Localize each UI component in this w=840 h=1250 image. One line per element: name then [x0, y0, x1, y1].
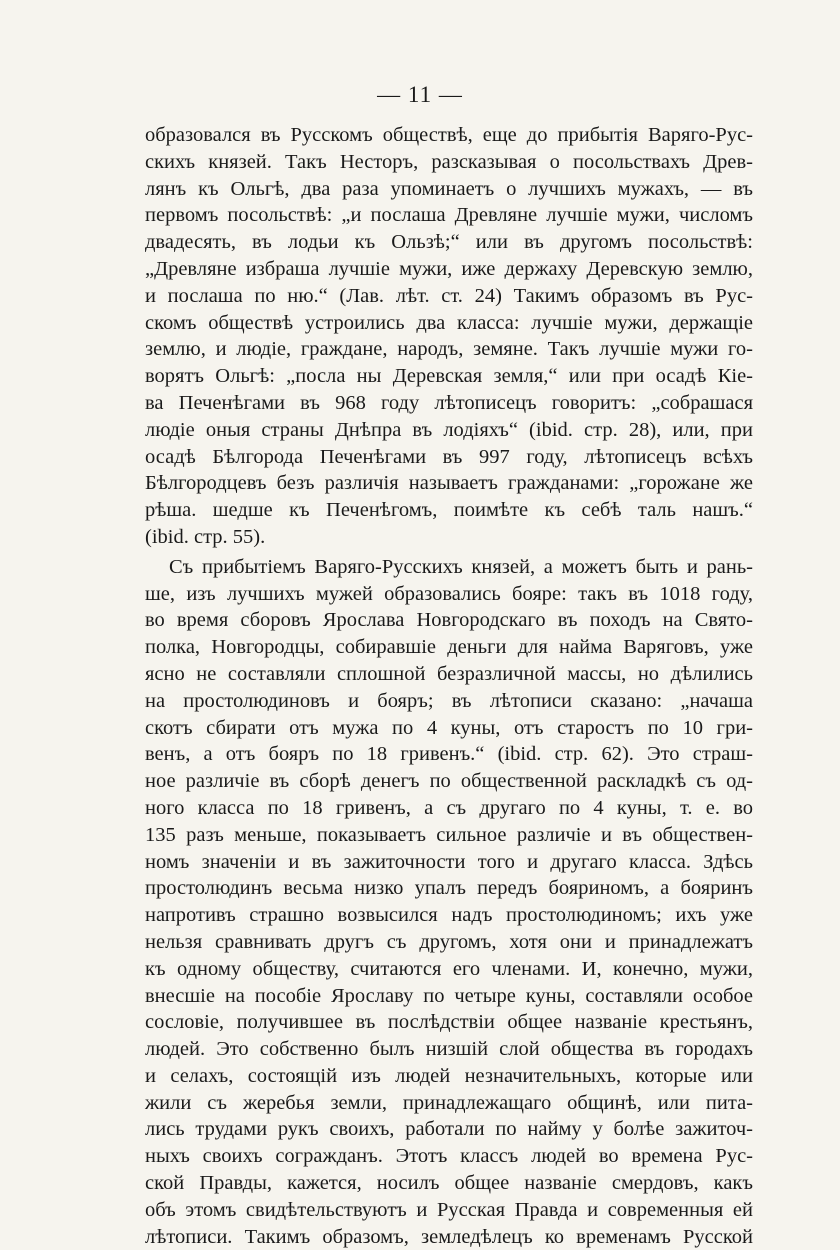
- text-line: жили съ жеребья земли, принадлежащаго общинѣ, или пита-: [145, 1091, 753, 1114]
- text-line: полка, Новгородцы, собиравшіе деньги для найма Варяговъ, уже: [145, 636, 753, 659]
- text-line: напротивъ страшно возвысился надъ простолюдиномъ; ихъ уже: [145, 904, 753, 927]
- text-line: первомъ посольствѣ: „и послаша Древляне лучшіе мужи, числомъ: [145, 204, 753, 227]
- text-line: ской Правды, кажется, носилъ общее названіе смердовъ, какъ: [145, 1172, 753, 1195]
- text-line: двадесять, въ лодьи къ Ользѣ;“ или въ другомъ посольствѣ:: [145, 231, 753, 254]
- text-line: осадѣ Бѣлгорода Печенѣгами въ 997 году, лѣтописецъ всѣхъ: [145, 445, 753, 468]
- text-line: номъ значеніи и въ зажиточности того и другаго класса. Здѣсь: [145, 850, 753, 873]
- text-line: лѣтописи. Такимъ образомъ, земледѣлецъ ко временамъ Русской: [145, 1225, 753, 1248]
- text-line: Съ прибытіемъ Варяго-Русскихъ князей, а можетъ быть и рань-: [169, 555, 753, 578]
- text-line: Бѣлгородцевъ безъ различія называетъ гражданами: „горожане же: [145, 472, 753, 495]
- text-line: ного класса по 18 гривенъ, а съ другаго по 4 куны, т. е. во: [145, 796, 753, 819]
- text-line: и селахъ, состоящій изъ людей незначительныхъ, которые или: [145, 1064, 753, 1087]
- text-line: людей. Это собственно былъ низшій слой общества въ городахъ: [145, 1038, 753, 1061]
- text-line: сословіе, получившее въ послѣдствіи общее названіе крестьянъ,: [145, 1011, 753, 1034]
- text-line: скотъ сбирати отъ мужа по 4 куны, отъ старостъ по 10 гри-: [145, 716, 753, 739]
- text-line: скихъ князей. Такъ Несторъ, разсказывая о посольствахъ Древ-: [145, 150, 753, 173]
- page-number: — 11 —: [377, 82, 463, 107]
- text-line: объ этомъ свидѣтельствуютъ и Русская Правда и современныя ей: [145, 1198, 753, 1221]
- text-line: образовался въ Русскомъ обществѣ, еще до прибытія Варяго-Рус-: [145, 124, 753, 146]
- text-line: землю, и людіе, граждане, народъ, земяне. Такъ лучшіе мужи го-: [145, 338, 753, 361]
- text-line: скомъ обществѣ устроились два класса: лучшіе мужи, держащіе: [145, 311, 753, 334]
- text-line: людіе оныя страны Днѣпра въ лодіяхъ“ (ibid. стр. 28), или, при: [145, 418, 753, 441]
- text-line: ворятъ Ольгѣ: „посла ны Деревская земля,“ или при осадѣ Кіе-: [145, 365, 753, 388]
- body-text: [145, 122, 753, 1250]
- text-line: (ibid. стр. 55).: [145, 525, 266, 548]
- text-line: венъ, а отъ бояръ по 18 гривенъ.“ (ibid. стр. 62). Это страш-: [145, 743, 753, 766]
- text-line: на простолюдиновъ и бояръ; въ лѣтописи сказано: „начаша: [145, 689, 753, 712]
- text-line: ясно не составляли сплошной безразличной массы, но дѣлились: [145, 662, 753, 685]
- text-line: внесшіе на пособіе Ярославу по четыре куны, составляли особое: [145, 984, 753, 1007]
- text-line: ше, изъ лучшихъ мужей образовались бояре: такъ въ 1018 году,: [145, 582, 753, 605]
- text-line: къ одному обществу, считаются его членами. И, конечно, мужи,: [145, 957, 753, 980]
- text-line: ныхъ своихъ согражданъ. Этотъ классъ людей во времена Рус-: [145, 1145, 753, 1168]
- text-line: и послаша по ню.“ (Лав. лѣт. ст. 24) Такимъ образомъ въ Рус-: [145, 284, 753, 307]
- text-line: 135 разъ меньше, показываетъ сильное различіе и въ обществен-: [145, 823, 753, 846]
- text-line: рѣша. шедше къ Печенѣгомъ, поимѣте къ себѣ таль нашъ.“: [145, 499, 753, 522]
- text-line: „Древляне избраша лучшіе мужи, иже держаху Деревскую землю,: [145, 257, 753, 280]
- text-line: простолюдинъ весьма низко упалъ передъ бояриномъ, а бояринъ: [145, 877, 753, 900]
- text-line: лись трудами рукъ своихъ, работали по найму у болѣе зажиточ-: [145, 1118, 753, 1141]
- text-line: ва Печенѣгами въ 968 году лѣтописецъ говоритъ: „собрашася: [145, 391, 753, 414]
- text-line: нельзя сравнивать другъ съ другомъ, хотя они и принадлежатъ: [145, 930, 753, 953]
- text-line: ное различіе въ сборѣ денегъ по общественной раскладкѣ съ од-: [145, 770, 753, 793]
- text-line: лянъ къ Ольгѣ, два раза упоминаетъ о лучшихъ мужахъ, — въ: [145, 177, 753, 200]
- text-line: во время сборовъ Ярослава Новгородскаго въ походъ на Свято-: [145, 609, 753, 632]
